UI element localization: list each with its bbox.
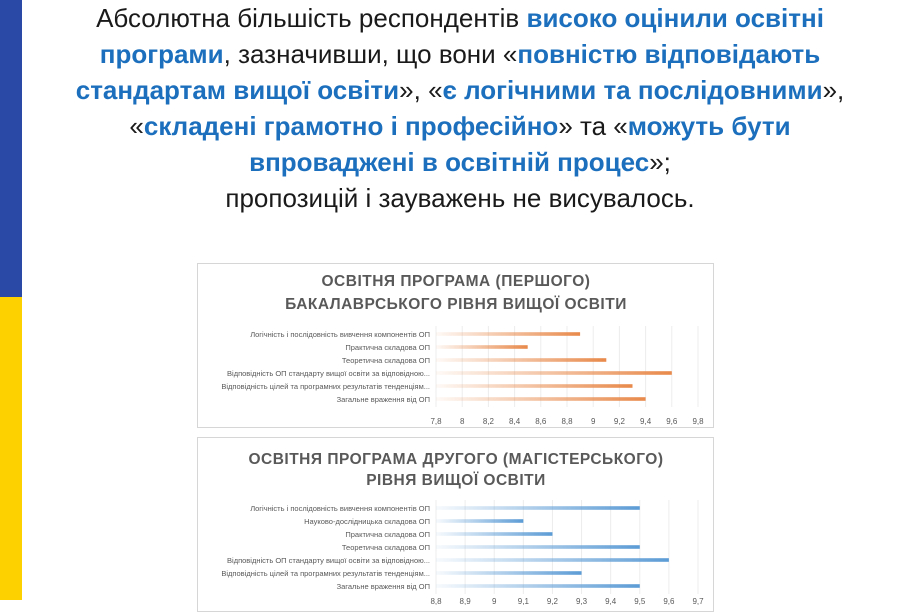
bar xyxy=(436,558,669,562)
bar xyxy=(436,371,672,375)
bar xyxy=(436,532,552,536)
bar xyxy=(436,584,640,588)
bar xyxy=(436,571,582,575)
chart-title-line: ОСВІТНЯ ПРОГРАМА (ПЕРШОГО) xyxy=(321,273,591,290)
headline-part: » та « xyxy=(558,111,628,141)
x-tick-label: 9,4 xyxy=(640,417,652,426)
bar xyxy=(436,397,646,401)
x-tick-label: 9,6 xyxy=(666,417,678,426)
x-tick-label: 9,4 xyxy=(605,597,617,606)
headline-highlight: можуть бути впроваджені в освітній процес xyxy=(249,111,791,177)
headline-highlight: повністю відповідають стандартам вищої освіти xyxy=(75,39,821,105)
headline-part: »; xyxy=(649,147,671,177)
headline-part: », « xyxy=(399,75,443,105)
headline-highlight: високо оцінили освітні програми xyxy=(99,3,824,69)
x-tick-label: 9,7 xyxy=(692,597,704,606)
left-stripe-yellow xyxy=(0,297,22,600)
category-label: Теоретична складова ОП xyxy=(341,356,430,365)
category-label: Практична складова ОП xyxy=(345,530,430,539)
x-tick-label: 8,6 xyxy=(535,417,547,426)
x-tick-label: 9 xyxy=(590,417,596,426)
x-tick-label: 8,8 xyxy=(430,597,442,606)
category-label: Науково-дослідницька складова ОП xyxy=(304,517,430,526)
bar xyxy=(436,506,640,510)
bar xyxy=(436,519,523,523)
x-tick-label: 9 xyxy=(491,597,497,606)
category-label: Відповідність ОП стандарту вищої освіти за відповідною... xyxy=(227,369,430,378)
headline-highlight: складені грамотно і професійно xyxy=(143,111,559,141)
bar xyxy=(436,332,580,336)
headline-highlight: є логічними та послідовними xyxy=(442,75,823,105)
x-tick-label: 8,4 xyxy=(509,417,521,426)
headline-part: Абсолютна більшість респондентів xyxy=(96,3,527,33)
headline-part: , зазначивши, що вони « xyxy=(223,39,518,69)
x-tick-label: 9,2 xyxy=(613,417,625,426)
category-label: Логічність і послідовність вивчення компонентів ОП xyxy=(250,330,430,339)
category-label: Загальне враження від ОП xyxy=(336,582,430,591)
master-chart-svg xyxy=(198,438,715,613)
x-tick-label: 8,2 xyxy=(482,417,494,426)
category-label: Відповідність цілей та програмних результатів тенденціям... xyxy=(221,382,430,391)
chart-title-line: РІВНЯ ВИЩОЇ ОСВІТИ xyxy=(366,472,546,489)
bar xyxy=(436,384,633,388)
x-tick-label: 8 xyxy=(459,417,465,426)
left-stripe-blue xyxy=(0,0,22,297)
bar xyxy=(436,545,640,549)
x-tick-label: 8,8 xyxy=(561,417,573,426)
category-label: Відповідність ОП стандарту вищої освіти за відповідною... xyxy=(227,556,430,565)
bar xyxy=(436,345,528,349)
headline-part: пропозицій і зауважень не висувалось. xyxy=(225,183,695,213)
category-label: Загальне враження від ОП xyxy=(336,395,430,404)
category-label: Практична складова ОП xyxy=(345,343,430,352)
headline-text xyxy=(60,0,860,216)
bar xyxy=(436,358,606,362)
chart-title-line: ОСВІТНЯ ПРОГРАМА ДРУГОГО (МАГІСТЕРСЬКОГО) xyxy=(248,451,664,468)
master-chart xyxy=(197,437,714,612)
x-tick-label: 9,1 xyxy=(517,597,529,606)
category-label: Відповідність цілей та програмних результатів тенденціям... xyxy=(221,569,430,578)
x-tick-label: 9,8 xyxy=(692,417,704,426)
category-label: Логічність і послідовність вивчення компонентів ОП xyxy=(250,504,430,513)
bachelor-chart-svg xyxy=(198,264,715,429)
x-tick-label: 9,2 xyxy=(546,597,559,606)
x-tick-label: 9,6 xyxy=(663,597,675,606)
x-tick-label: 9,3 xyxy=(575,597,588,606)
chart-title-line: БАКАЛАВРСЬКОГО РІВНЯ ВИЩОЇ ОСВІТИ xyxy=(285,296,627,313)
headline-part: », « xyxy=(129,75,845,141)
x-tick-label: 7,8 xyxy=(430,417,442,426)
category-label: Теоретична складова ОП xyxy=(341,543,430,552)
x-tick-label: 8,9 xyxy=(459,597,471,606)
x-tick-label: 9,5 xyxy=(634,597,646,606)
bachelor-chart xyxy=(197,263,714,428)
